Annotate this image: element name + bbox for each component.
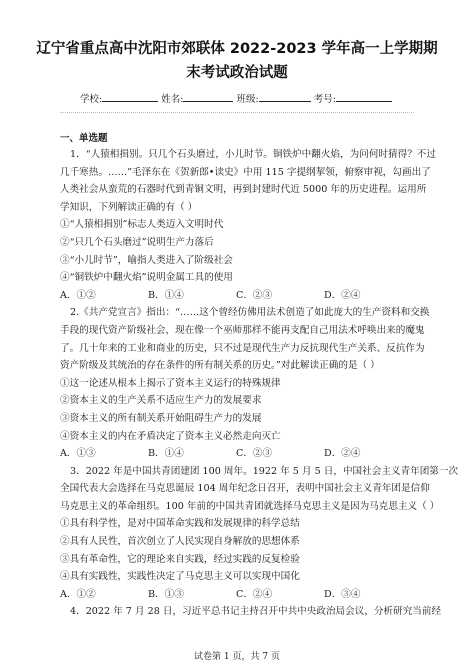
answer-options — [60, 586, 416, 604]
class-field[interactable] — [259, 92, 311, 102]
answer-options — [60, 445, 416, 463]
option-b[interactable]: B．①④ — [148, 289, 184, 301]
exam-number-label: 考号: — [313, 94, 336, 105]
question-1 — [60, 146, 436, 304]
exam-title-line1: 辽宁省重点高中沈阳市郊联体 2022-2023 学年高一上学期期 — [36, 41, 438, 57]
statement-item: ①“人猿相揖别”标志人类迈入文明时代 — [60, 219, 224, 231]
statement-item: ③具有革命性，它的理论来自实践，经过实践的反复检验 — [60, 553, 300, 565]
statement-item: ②“只几个石头磨过”说明生产力落后 — [60, 236, 214, 248]
section-title: 一、单选题 — [60, 133, 108, 144]
answer-options — [60, 287, 416, 305]
name-label: 姓名: — [161, 94, 184, 105]
name-field[interactable] — [183, 92, 233, 102]
question-text-line: 马克思主义的革命组织。100 年前的中国共青团就选择马克思主义是因为马克思主义（ ） — [60, 500, 440, 512]
question-4 — [60, 603, 442, 621]
question-text-line: 资产阶级及其统治的存在条件的所有制关系的历史。”对此解读正确的是（ ） — [60, 360, 380, 372]
question-text-line: 3．2022 年是中国共青团建团 100 周年。1922 年 5 月 5 日，中国社会主义青年团第一次 — [70, 465, 459, 477]
option-b[interactable]: B．①③ — [148, 588, 184, 600]
option-c[interactable]: C．②③ — [236, 289, 273, 301]
divider — [60, 112, 414, 113]
statement-item: ③资本主义的所有制关系开始阻碍生产力的发展 — [60, 412, 262, 424]
question-2 — [60, 304, 430, 462]
question-text-line: 2.《共产党宣言》指出：“……这个曾经仿佛用法术创造了如此庞大的生产资料和交换 — [70, 307, 430, 319]
statement-item: ②具有人民性，首次创立了人民实现自身解放的思想体系 — [60, 536, 300, 548]
option-c[interactable]: C．②④ — [236, 588, 273, 600]
question-text-line: 手段的现代资产阶级社会，现在像一个巫师那样不能再支配自己用法术呼唤出来的魔鬼 — [60, 324, 425, 336]
option-a[interactable]: A．①③ — [60, 448, 96, 460]
question-text-line: 1．“人猿相揖别。只几个石头磨过，小儿时节。铜铁炉中翻火焰，为问何时猜得？不过 — [70, 149, 436, 160]
statement-item: ④具有实践性，实践性决定了马克思主义可以实现中国化 — [60, 571, 300, 583]
class-label: 班级: — [236, 94, 259, 105]
question-3 — [60, 463, 459, 604]
question-text-line: 全国代表大会选择在马克思诞辰 104 周年纪念日召开，表明中国社会主义青年团是信仰 — [60, 483, 430, 495]
student-info-row — [80, 91, 460, 105]
option-d[interactable]: D．②④ — [324, 448, 361, 460]
option-d[interactable]: D．③④ — [324, 588, 361, 600]
option-a[interactable]: A．①② — [60, 588, 96, 600]
school-label: 学校: — [80, 94, 103, 105]
option-c[interactable]: C．②③ — [236, 448, 273, 460]
statement-item: ④资本主义的内在矛盾决定了资本主义必然走向灭亡 — [60, 430, 281, 442]
question-text-line: 几千寒热。……”毛泽东在《贺新郎•读史》中用 115 字提纲挈领，俯察审视，勾画出了 — [60, 166, 431, 178]
questions — [60, 146, 459, 621]
option-a[interactable]: A．①② — [60, 289, 96, 301]
question-text-line: 了。几十年来的工业和商业的历史，只不过是现代生产力反抗现代生产关系、反抗作为 — [60, 342, 425, 354]
option-d[interactable]: D．②④ — [324, 289, 361, 301]
exam-number-field[interactable] — [336, 92, 392, 102]
question-text-line: 学知识，下列解读正确的有（ ） — [60, 201, 198, 213]
statement-item: ①具有科学性，是对中国革命实践和发展规律的科学总结 — [60, 518, 300, 530]
statement-item: ③“小儿时节”，喻指人类进入了阶级社会 — [60, 254, 233, 266]
option-b[interactable]: B．①④ — [148, 448, 184, 460]
page-footer: 试卷第 1 页，共 7 页 — [194, 652, 280, 662]
statement-item: ④“铜铁炉中翻火焰”说明金属工具的使用 — [60, 272, 233, 284]
question-text-line: 4．2022 年 7 月 28 日，习近平总书记主持召开中共中央政治局会议，分析研究当前经 — [70, 606, 442, 618]
exam-title-line2: 末考试政治试题 — [186, 65, 288, 81]
question-text-line: 人类社会从蛮荒的石器时代到青铜文明，再到封建时代近 5000 年的历史进程。运用所 — [60, 184, 427, 196]
statement-item: ①这一论述从根本上揭示了资本主义运行的特殊规律 — [60, 377, 281, 389]
school-field[interactable] — [102, 92, 158, 102]
statement-item: ②资本主义的生产关系不适应生产力的发展要求 — [60, 395, 262, 407]
